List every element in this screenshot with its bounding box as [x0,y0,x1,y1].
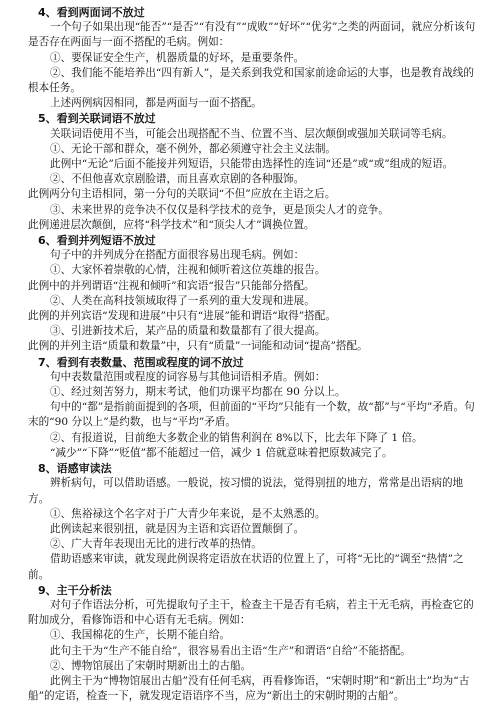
body-paragraph: 句中的“都”是指前面提到的各项，但前面的“平均”只能有一个数，故“都”与“平均”矛盾。句末的“90 分以上”是约数，也与“平均”矛盾。 [28,401,475,429]
section-heading: 6、看到并列短语不放过 [38,234,156,248]
body-paragraph: 上述两例病因相同，都是两面与一面不搭配。 [50,97,262,110]
section-heading: 8、语感审读法 [38,462,112,476]
section [28,111,478,233]
body-paragraph: 此例的并列主语“质量和数量”中，只有“质量”一词能和动词“提高”搭配。 [28,340,368,353]
section-heading: 5、看到关联词语不放过 [38,112,156,126]
body-paragraph: ②、不但他喜欢京剧脸谱，而且喜欢京剧的各种服饰。 [50,173,305,186]
section [28,5,478,111]
body-paragraph: “减少”“下降”“贬值”都不能超过一倍，减少 1 倍就意味着把原数减完了。 [50,446,393,459]
body-paragraph: ①、经过刻苦努力，期末考试，他们功课平均都在 90 分以上。 [50,386,346,399]
body-paragraph: ②、人类在高科技领域取得了一系列的重大发现和进展。 [50,294,315,307]
body-paragraph: 此例递进层次颠倒，应将“科学技术”和“顶尖人才”调换位置。 [28,218,315,231]
body-paragraph: 此句主干为“生产不能自给”，很容易看出主语“生产”和谓语“自给”不能搭配。 [50,644,411,657]
body-paragraph: ①、要保证安全生产，机器质量的好坏，是重要条件。 [50,51,305,64]
body-paragraph: 关联词语使用不当，可能会出现搭配不当、位置不当、层次颠倒或强加关联词等毛病。 [50,127,453,140]
body-paragraph: 辨析病句，可以借助语感。一般说，按习惯的说法，觉得别扭的地方，常常是出语病的地方。 [28,477,464,505]
body-paragraph: ①、大家怀着崇敬的心情，注视和倾听着这位英雄的报告。 [50,264,326,277]
body-paragraph: ②、有报道说，目前绝大多数企业的销售利润在 8%以下，比去年下降了 1 倍。 [50,431,423,444]
body-paragraph: ③、未来世界的竞争决不仅仅是科学技术的竞争，更是顶尖人才的竞争。 [50,203,389,216]
body-paragraph: 对句子作语法分析，可先提取句子主干，检查主干是否有毛病，若主干无毛病，再检查它的附加成分，看修饰语和中心语有无毛病。例如： [28,598,474,627]
body-paragraph: ②、广大青年表现出无比的进行改革的热情。 [50,538,262,551]
body-paragraph: 此例的并列宾语“发现和进展”中只有“进展”能和谓语“取得”搭配。 [28,310,336,323]
section [28,583,478,704]
body-paragraph: ①、无论干部和群众，毫不例外，都必须遵守社会主义法制。 [50,142,337,155]
body-paragraph: ②、我们能不能培养出“四有新人”，是关系到我党和国家前途命运的大事，也是教育战线的根本任务。 [28,66,474,95]
body-paragraph: 句子中的并列成分在搭配方面很容易出现毛病。例如： [50,249,305,262]
body-paragraph: 借助语感来审读，就发现此例误将定语放在状语的位置上了，可将“无比的”调至“热情”之前。 [28,553,464,581]
section-heading: 7、看到有表数量、范围或程度的词不放过 [38,355,244,369]
section [28,233,478,355]
body-paragraph: 句中表数量范围或程度的词容易与其他词语相矛盾。例如： [50,370,326,383]
body-paragraph: ②、博物馆展出了宋朝时期新出土的古船。 [50,659,252,672]
section-heading: 4、看到两面词不放过 [38,6,145,19]
body-paragraph: 此例两分句主语相同，第一分句的关联词“不但”应放在主语之后。 [28,188,336,201]
body-paragraph: ①、我国棉花的生产，长期不能自给。 [50,629,231,642]
body-paragraph: 一个句子如果出现“能否”“是否”“有没有”“成败”“好坏”“优劣”之类的两面词，就应分析该句是否存在两面与一面不搭配的毛病。例如： [28,21,476,49]
body-paragraph: ①、焦裕禄这个名字对于广大青少年来说，是不太熟悉的。 [50,507,326,520]
section-heading: 9、主干分析法 [38,583,112,597]
body-paragraph: ③、引进新技术后，某产品的质量和数量都有了很大提高。 [50,325,326,338]
body-paragraph: 此例中“无论”后面不能接并列短语，只能带由选择性的连词“还是”或“或”组成的短语。 [50,158,454,171]
body-paragraph: 此例主干为“博物馆展出古船”没有任何毛病，再看修饰语，“宋朝时期”和“新出土”均为“古船”的定语，检查一下，就发现定语语序不当，应为“新出土的宋朝时期的古船”。 [28,674,470,703]
section [28,355,478,461]
section [28,461,478,583]
body-paragraph: 此例中的并列谓语“注视和倾听”和宾语“报告”只能部分搭配。 [28,279,315,292]
body-paragraph: 此例读起来很别扭，就是因为主语和宾语位置颠倒了。 [50,522,305,535]
